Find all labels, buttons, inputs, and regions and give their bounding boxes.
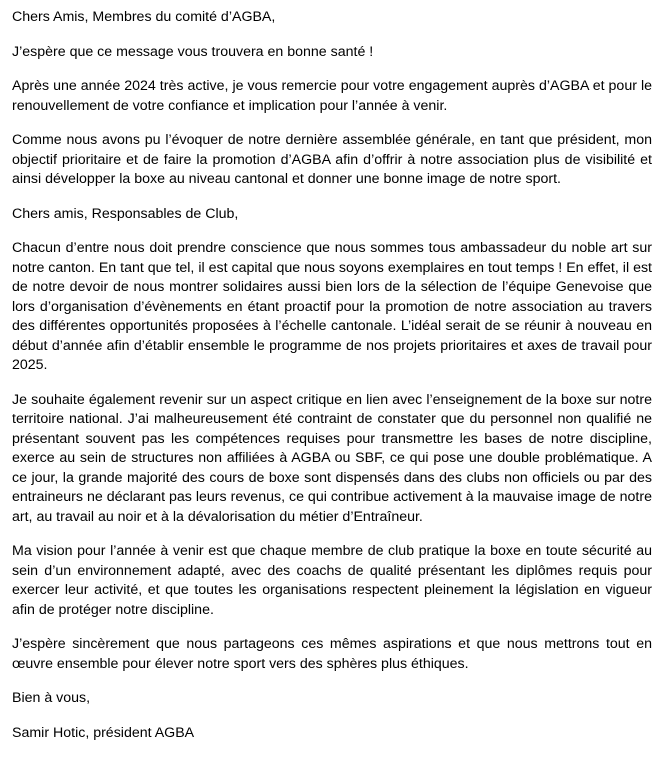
paragraph-vision: Ma vision pour l’année à venir est que chaque membre de club pratique la boxe en toute sécurité au sein d’un environnement adapté, avec des coachs de qualité présentant les diplômes requis pour exercer leur activité, et que toutes les organisations respectent pleinement la législation en vigueur afin de protéger notre discipline. [12,543,652,618]
paragraph-aspirations: J’espère sincèrement que nous partageons ces mêmes aspirations et que nous mettrons tout en œuvre ensemble pour élever notre sport vers des sphères plus éthiques. [12,636,652,672]
signature: Samir Hotic, président AGBA [12,724,195,741]
salutation: Chers Amis, Membres du comité d’AGBA, [12,9,276,25]
paragraph-objective: Comme nous avons pu l’évoquer de notre dernière assemblée générale, en tant que président, mon objectif prioritaire et de faire la promotion d’AGBA afin d’offrir à notre association plus de visibilité et ainsi développer la boxe au niveau cantonal et donner une bonne image de notre sport. [12,132,652,187]
letter-body [12,8,652,758]
paragraph-teaching-issue: Je souhaite également revenir sur un aspect critique en lien avec l’enseignement de la boxe sur notre territoire national. J’ai malheureusement été contraint de constater que du personnel non qualifié ne présentant souvent pas les compétences requises pour transmettre les bases de notre discipline, exerce au sein de structures non affiliées à AGBA ou SBF, ce qui pose une double problématique. A ce jour, la grande majorité des cours de boxe sont dispensés dans des clubs non officiels ou par des entraineurs ne déclarant pas leurs revenus, ce qui contribue activement à la mauvaise image de notre art, au travail au noir et à la dévalorisation du métier d’Entraîneur. [12,391,652,525]
club-salutation: Chers amis, Responsables de Club, [12,205,239,222]
paragraph-thanks: Après une année 2024 très active, je vous remercie pour votre engagement auprès d’AGBA et pour le renouvellement de votre confiance et implication pour l’année à venir. [12,78,652,114]
closing: Bien à vous, [12,690,91,706]
paragraph-ambassadors: Chacun d’entre nous doit prendre conscience que nous sommes tous ambassadeur du noble art sur notre canton. En tant que tel, il est capital que nous soyons exemplaires en tout temps ! En effet, il est de notre devoir de nous montrer solidaires aussi bien lors de la sélection de l’équipe Genevoise que lors d’organisation d’évènements en étant proactif pour la promotion de notre association au travers des différentes opportunités proposées à l’échelle cantonale. L’idéal serait de se réunir à nouveau en début d’année afin d’établir ensemble le programme de nos projets prioritaires et axes de travail pour 2025. [12,240,652,373]
opening-line: J’espère que ce message vous trouvera en bonne santé ! [12,43,374,60]
